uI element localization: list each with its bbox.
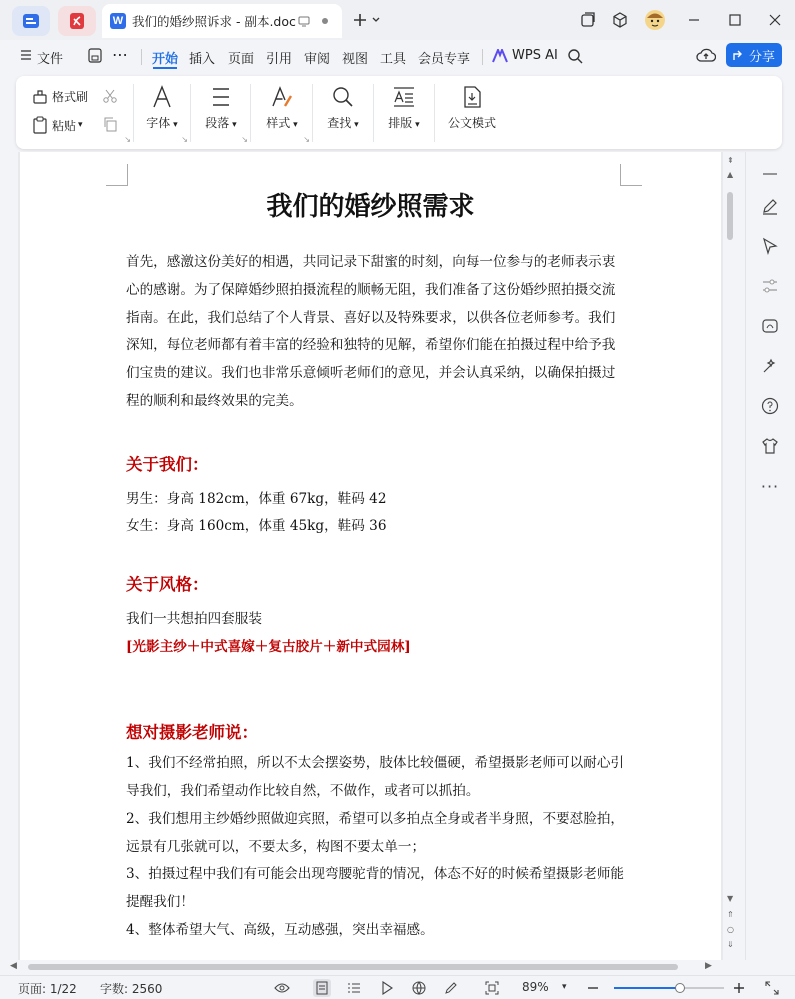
previous-page-icon[interactable]: ⇑	[727, 910, 734, 919]
pen-edit-icon[interactable]	[758, 194, 782, 218]
document-tab-title: 我们的婚纱照诉求 - 副本.doc	[132, 14, 296, 29]
save-icon[interactable]	[88, 48, 102, 63]
more-actions-icon[interactable]: ⋯	[112, 45, 128, 64]
about-style-heading[interactable]: 关于风格：	[126, 575, 209, 594]
share-button[interactable]	[726, 43, 782, 67]
crop-mark-top-right	[620, 164, 642, 186]
paste-button[interactable]	[32, 116, 83, 134]
photographer-item-4[interactable]: 4、整体希望大气、高级，互动感强，突出幸福感。	[126, 922, 434, 938]
styles-group[interactable]	[251, 84, 313, 142]
tab-review[interactable]: 审阅	[304, 52, 331, 67]
zoom-out-minus-icon[interactable]	[584, 979, 602, 997]
word-doc-icon: W	[110, 13, 126, 29]
smart-form-icon[interactable]	[758, 314, 782, 338]
format-painter-button[interactable]	[32, 88, 88, 105]
paste-label: 粘贴	[52, 118, 77, 133]
chevron-down-icon: ▾	[78, 120, 83, 130]
find-search-icon	[330, 84, 356, 110]
zoom-slider[interactable]	[614, 987, 724, 989]
font-button[interactable]	[142, 84, 182, 131]
pdf-app-button[interactable]	[58, 6, 96, 36]
web-view-globe-icon[interactable]	[410, 979, 428, 997]
browse-object-icon[interactable]: ○	[727, 925, 734, 934]
zoom-chevron-down-icon[interactable]: ▾	[562, 982, 567, 992]
official-mode-group[interactable]	[435, 84, 507, 142]
paragraph-icon	[208, 84, 234, 110]
scroll-right-arrow-icon[interactable]: ▶	[705, 961, 712, 971]
wps-ai-button[interactable]: WPS AI	[512, 48, 558, 63]
pointer-select-icon[interactable]	[758, 234, 782, 258]
cube-icon[interactable]	[610, 10, 630, 30]
find-button[interactable]	[322, 84, 364, 131]
menu-bar	[0, 40, 795, 72]
menu-divider	[141, 49, 142, 65]
hamburger-menu-icon[interactable]	[20, 49, 32, 61]
font-label: 字体	[146, 116, 171, 130]
photographer-heading[interactable]: 想对摄影老师说：	[126, 723, 258, 742]
find-label: 查找	[327, 116, 352, 130]
about-us-heading[interactable]: 关于我们：	[126, 455, 209, 474]
scroll-left-arrow-icon[interactable]: ◀	[10, 961, 17, 971]
find-group[interactable]	[313, 84, 374, 142]
share-icon	[733, 49, 745, 61]
vertical-scrollbar[interactable]	[723, 152, 739, 960]
layout-label: 排版	[388, 116, 413, 130]
wps-ai-icon[interactable]	[492, 49, 508, 63]
next-page-icon[interactable]: ⇓	[727, 940, 734, 949]
official-mode-button[interactable]	[443, 84, 501, 131]
scroll-top-icon[interactable]: ⇞	[727, 156, 734, 165]
scroll-up-arrow-icon[interactable]: ▲	[727, 170, 734, 179]
adjust-sliders-icon[interactable]	[758, 274, 782, 298]
status-bar	[0, 975, 795, 999]
write-mode-pen-icon[interactable]	[442, 979, 460, 997]
zoom-slider-fill	[614, 987, 680, 989]
maximize-icon[interactable]	[725, 10, 745, 30]
play-read-mode-icon[interactable]	[378, 979, 396, 997]
layout-button[interactable]	[383, 84, 425, 131]
paragraph-group[interactable]	[191, 84, 251, 142]
ribbon-toolbar	[16, 76, 782, 149]
collapse-panel-icon[interactable]	[758, 162, 782, 186]
male-info-line[interactable]: 男生：身高 182cm，体重 67kg，鞋码 42	[126, 491, 387, 507]
right-side-panel	[745, 152, 795, 960]
tab-page[interactable]: 页面	[228, 52, 255, 67]
menu-divider	[482, 49, 483, 65]
layout-icon	[391, 84, 417, 110]
document-tab[interactable]	[102, 4, 342, 38]
tab-view[interactable]: 视图	[342, 52, 369, 67]
page-indicator[interactable]: 页面: 1/22	[18, 982, 77, 996]
tab-tools[interactable]: 工具	[380, 52, 407, 67]
fit-screen-icon[interactable]	[483, 979, 501, 997]
photographer-item-1[interactable]: 1、我们不经常拍照，所以不太会摆姿势，肢体比较僵硬，希望摄影老师可以耐心引导我们，我们希望动作比较自然，不做作，或者可以抓拍。	[126, 755, 625, 799]
group-expand-icon[interactable]: ↘	[181, 135, 188, 144]
tab-references[interactable]: 引用	[266, 52, 293, 67]
official-document-icon	[459, 84, 485, 110]
group-expand-icon[interactable]: ↘	[124, 135, 131, 144]
zoom-level[interactable]: 89%	[522, 980, 549, 994]
search-icon[interactable]	[567, 48, 583, 64]
zoom-in-plus-icon[interactable]	[730, 979, 748, 997]
active-tab-indicator	[153, 67, 177, 69]
tab-insert[interactable]: 插入	[189, 52, 216, 67]
paragraph-label: 段落	[205, 116, 230, 130]
title-bar	[0, 0, 795, 40]
wps-home-app-button[interactable]	[12, 6, 50, 36]
official-mode-label: 公文模式	[447, 116, 496, 130]
horizontal-scrollbar-thumb[interactable]	[28, 964, 678, 970]
layout-group[interactable]	[374, 84, 435, 142]
clipboard-group	[16, 84, 134, 142]
document-canvas[interactable]	[18, 152, 723, 960]
outline-view-icon[interactable]	[345, 979, 363, 997]
female-info-line[interactable]: 女生：身高 160cm，体重 45kg，鞋码 36	[126, 518, 387, 534]
styles-button[interactable]	[261, 84, 303, 131]
font-icon	[149, 84, 175, 110]
tools-magic-icon[interactable]	[758, 354, 782, 378]
format-painter-label: 格式刷	[52, 90, 89, 104]
style-intro-line[interactable]: 我们一共想拍四套服装	[126, 611, 262, 627]
tab-home[interactable]: 开始	[152, 52, 179, 67]
help-icon[interactable]	[758, 394, 782, 418]
tab-member[interactable]: 会员专享	[418, 52, 471, 67]
window-layout-icon[interactable]	[578, 10, 598, 30]
more-options-icon[interactable]: ···	[760, 476, 780, 496]
photographer-item-2[interactable]: 2、我们想用主纱婚纱照做迎宾照，希望可以多拍点全身或者半身照，不要怼脸拍，远景有几张就可以，不要太多，构图不要太单一；	[126, 811, 625, 855]
scrollbar-thumb[interactable]	[727, 192, 733, 240]
styles-label: 样式	[266, 116, 291, 130]
close-icon[interactable]	[765, 10, 785, 30]
chevron-down-icon: ▾	[290, 120, 298, 130]
group-expand-icon[interactable]: ↘	[241, 135, 248, 144]
photographer-item-3[interactable]: 3、拍摄过程中我们有可能会出现弯腰驼背的情况，体态不好的时候希望摄影老师能提醒我们！	[126, 866, 625, 910]
user-avatar[interactable]	[644, 9, 666, 31]
paragraph-button[interactable]	[200, 84, 242, 131]
scroll-down-arrow-icon[interactable]: ▼	[727, 894, 734, 903]
eye-protection-icon[interactable]	[273, 979, 291, 997]
cut-icon[interactable]	[102, 88, 118, 104]
chevron-down-icon: ▾	[229, 120, 237, 130]
unsaved-dot-icon[interactable]	[322, 18, 328, 24]
pdf-icon	[67, 11, 87, 31]
menu-file[interactable]: 文件	[37, 52, 64, 67]
font-group[interactable]	[134, 84, 191, 142]
zoom-slider-handle[interactable]	[675, 983, 685, 993]
styles-icon	[269, 84, 295, 110]
group-expand-icon[interactable]: ↘	[303, 135, 310, 144]
wps-docs-icon	[21, 11, 41, 31]
cloud-upload-icon[interactable]	[696, 46, 716, 64]
new-tab-plus-icon[interactable]	[350, 10, 370, 30]
share-label: 分享	[748, 49, 775, 65]
crop-mark-top-left	[106, 164, 128, 186]
format-painter-icon	[32, 89, 48, 105]
document-title[interactable]: 我们的婚纱照需求	[266, 192, 475, 222]
monitor-icon[interactable]	[298, 15, 310, 27]
style-list-line[interactable]: [光影主纱＋中式喜嫁＋复古胶片＋新中式园林]	[126, 639, 411, 655]
fullscreen-icon[interactable]	[763, 979, 781, 997]
chevron-down-icon: ▾	[170, 120, 178, 130]
minimize-icon[interactable]	[684, 10, 704, 30]
word-count[interactable]: 字数: 2560	[100, 982, 163, 996]
intro-paragraph[interactable]: 首先，感激这份美好的相遇，共同记录下甜蜜的时刻，向每一位参与的老师表示衷心的感谢。为了保障婚纱照拍摄流程的顺畅无阻，我们准备了这份婚纱照拍摄交流指南。在此，我们总结了个人背景、喜好以及特殊要求，以供各位老师参考。我们深知，每位老师都有着丰富的经验和独特的见解，希望你们能在拍摄过程中给予我们宝贵的建议。我们也非常乐意倾听老师们的意见，并会认真采纳，以确保拍摄过程的顺利和最终效果的完美。	[126, 254, 616, 409]
paste-icon	[32, 116, 48, 134]
tab-list-chevron-down-icon[interactable]	[370, 10, 382, 30]
page-view-icon[interactable]	[313, 979, 331, 997]
document-page[interactable]	[20, 152, 721, 960]
chevron-down-icon: ▾	[351, 120, 359, 130]
horizontal-scrollbar[interactable]	[0, 960, 723, 974]
copy-icon[interactable]	[102, 116, 118, 132]
shirt-skin-icon[interactable]	[758, 434, 782, 458]
chevron-down-icon: ▾	[412, 120, 420, 130]
